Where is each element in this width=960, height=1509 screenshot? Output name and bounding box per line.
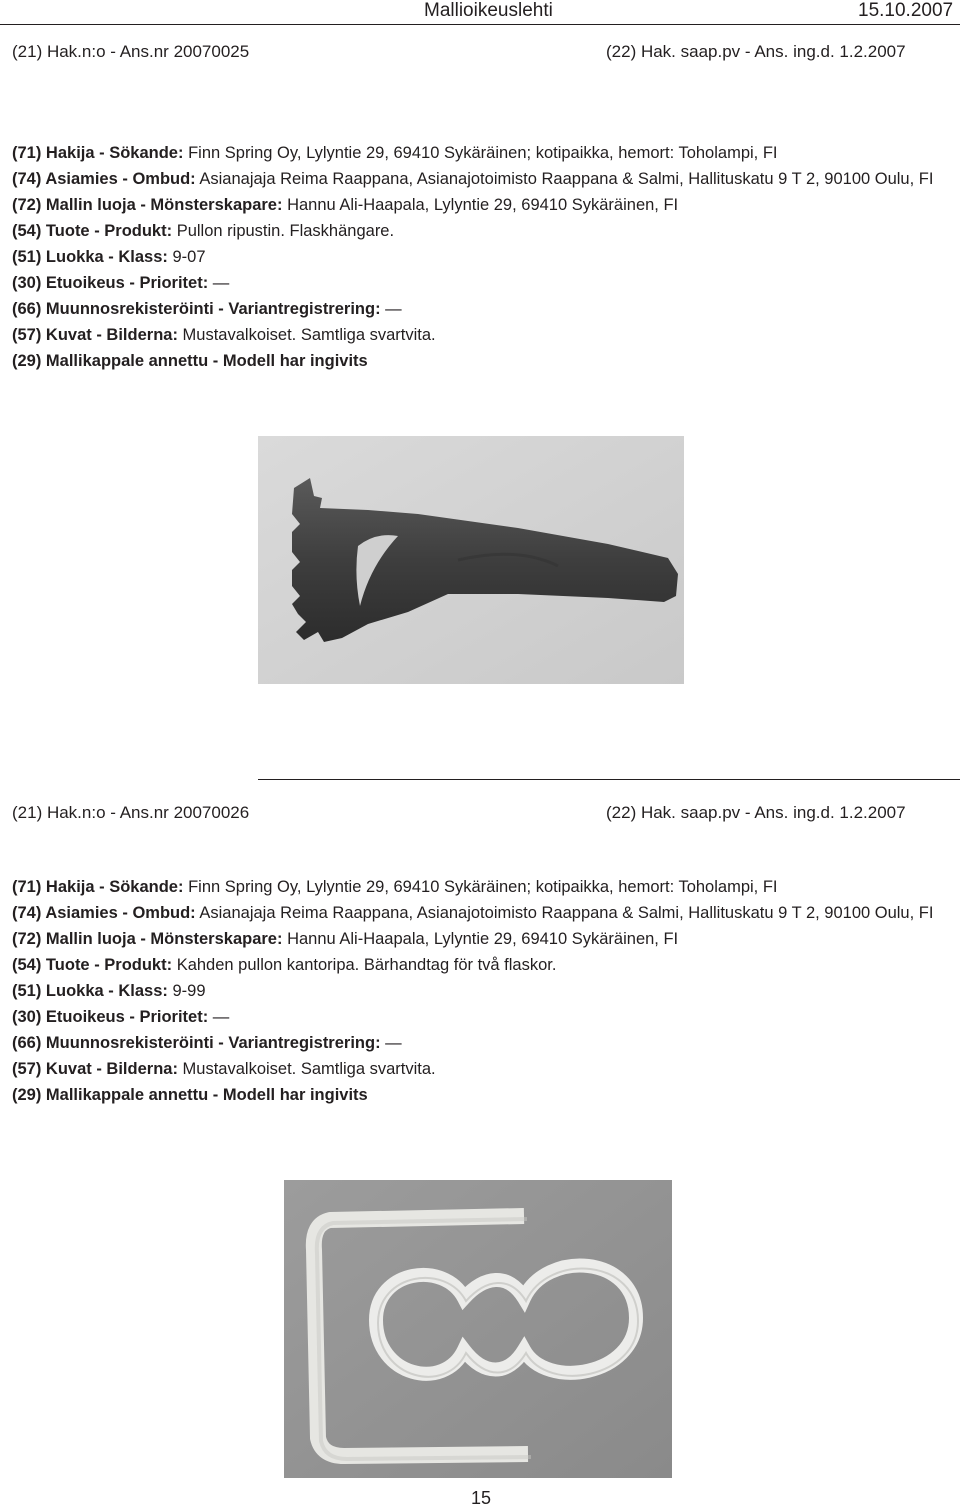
publication-date: 15.10.2007 [858, 0, 954, 21]
entry-2-class: (51) Luokka - Klass: 9-99 [12, 982, 206, 1000]
entry-2-applicant: (71) Hakija - Sökande: Finn Spring Oy, Lylyntie 29, 69410 Sykäräinen; kotipaikka, hemort: Toholampi, FI [12, 878, 778, 896]
entry-1-specimen: (29) Mallikappale annettu - Modell har ingivits [12, 352, 368, 370]
entry-2-product: (54) Tuote - Produkt: Kahden pullon kantoripa. Bärhandtag för två flaskor. [12, 956, 557, 974]
entry-2-images: (57) Kuvat - Bilderna: Mustavalkoiset. Samtliga svartvita. [12, 1060, 436, 1078]
entry-1-agent: (74) Asiamies - Ombud: Asianajaja Reima Raappana, Asianajotoimisto Raappana & Salmi, Hallituskatu 9 T 2, 90100 Oulu, FI [12, 170, 934, 188]
entry-2-specimen: (29) Mallikappale annettu - Modell har ingivits [12, 1086, 368, 1104]
entry-2-variant: (66) Muunnosrekisteröinti - Variantregistrering: — [12, 1034, 402, 1052]
bottle-hanger-photo [258, 436, 684, 684]
page-number: 15 [471, 1488, 492, 1508]
bottle-carrier-photo [284, 1180, 672, 1478]
entry-2-filing-date: (22) Hak. saap.pv - Ans. ing.d. 1.2.2007 [606, 803, 906, 822]
entry-1-designer: (72) Mallin luoja - Mönsterskapare: Hannu Ali-Haapala, Lylyntie 29, 69410 Sykäräinen, FI [12, 196, 679, 214]
entry-2-designer: (72) Mallin luoja - Mönsterskapare: Hannu Ali-Haapala, Lylyntie 29, 69410 Sykäräinen, FI [12, 930, 679, 948]
entry-2-details [12, 874, 956, 1108]
entry-1-registration-number: (21) Hak.n:o - Ans.nr 20070025 [12, 42, 250, 61]
entry-1-details [12, 140, 956, 374]
entry-1-priority: (30) Etuoikeus - Prioritet: — [12, 274, 230, 292]
entry-1-filing-date: (22) Hak. saap.pv - Ans. ing.d. 1.2.2007 [606, 42, 906, 61]
header-rule [0, 24, 960, 25]
publication-title: Mallioikeuslehti [424, 0, 553, 21]
entry-separator [258, 779, 960, 780]
entry-2-priority: (30) Etuoikeus - Prioritet: — [12, 1008, 230, 1026]
entry-1-product: (54) Tuote - Produkt: Pullon ripustin. Flaskhängare. [12, 222, 395, 240]
entry-1-applicant: (71) Hakija - Sökande: Finn Spring Oy, Lylyntie 29, 69410 Sykäräinen; kotipaikka, hemort: Toholampi, FI [12, 144, 778, 162]
entry-1-class: (51) Luokka - Klass: 9-07 [12, 248, 206, 266]
entry-1-variant: (66) Muunnosrekisteröinti - Variantregistrering: — [12, 300, 402, 318]
entry-1-images: (57) Kuvat - Bilderna: Mustavalkoiset. Samtliga svartvita. [12, 326, 436, 344]
entry-2-registration-number: (21) Hak.n:o - Ans.nr 20070026 [12, 803, 250, 822]
entry-2-agent: (74) Asiamies - Ombud: Asianajaja Reima Raappana, Asianajotoimisto Raappana & Salmi, Hallituskatu 9 T 2, 90100 Oulu, FI [12, 904, 934, 922]
